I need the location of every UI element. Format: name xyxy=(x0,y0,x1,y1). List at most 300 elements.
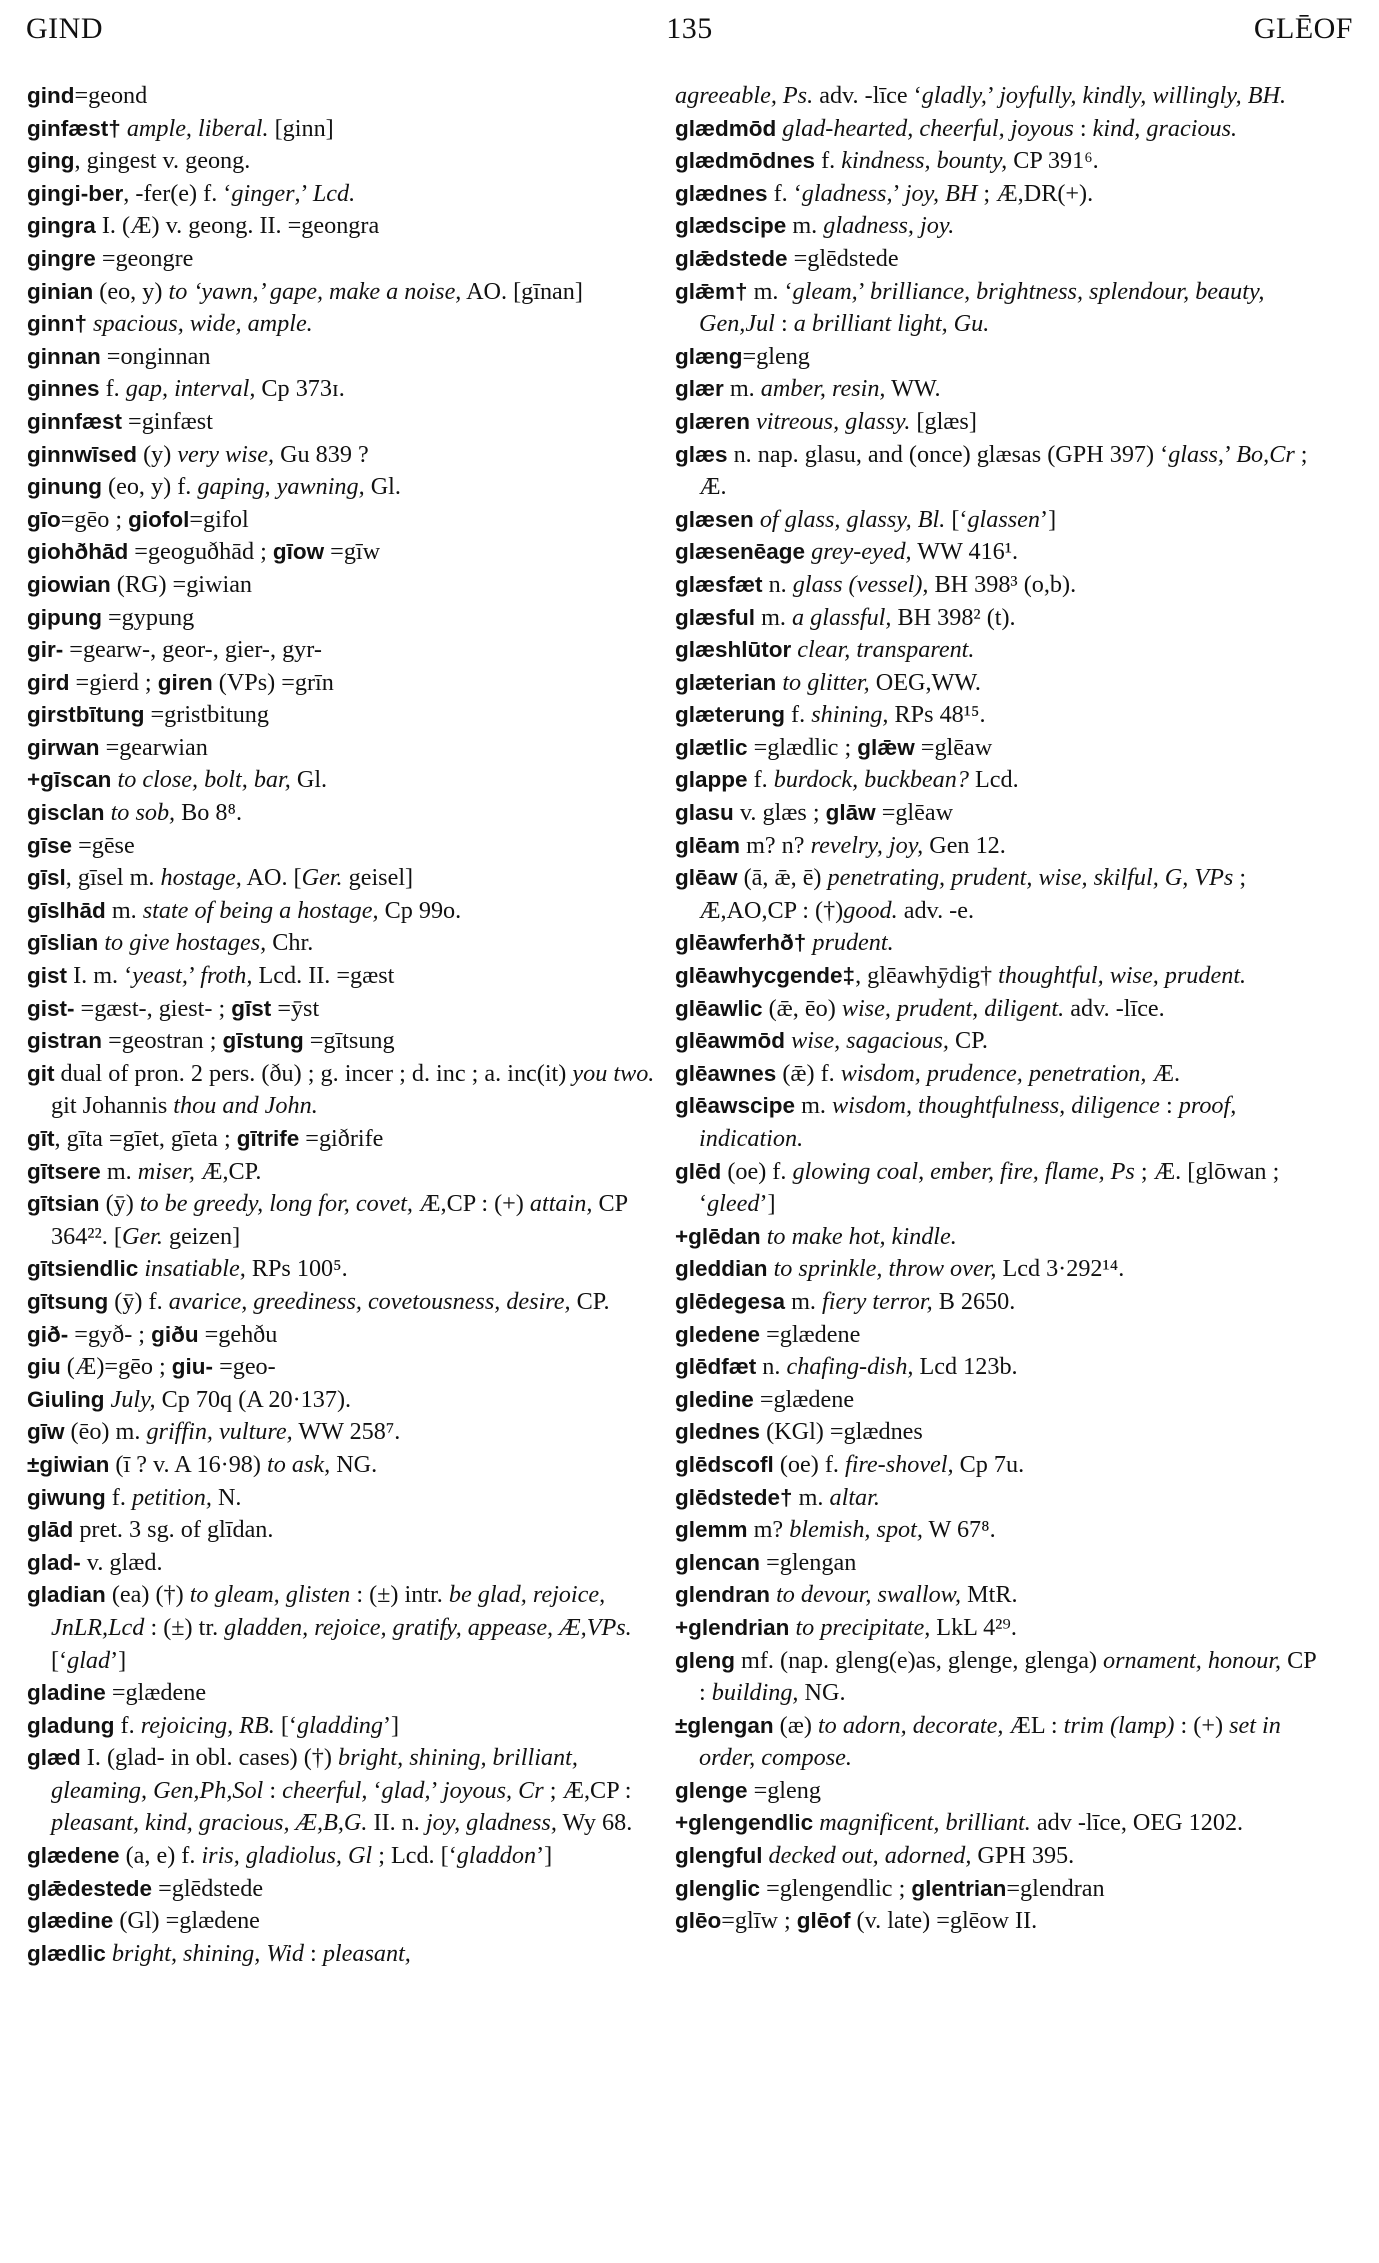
definition-text: very wise, xyxy=(177,440,275,468)
entry-text: (Gl) =glædene xyxy=(113,1907,260,1935)
headword: giwung xyxy=(27,1484,106,1510)
headword: gistran xyxy=(27,1028,103,1054)
headword: ginung xyxy=(27,474,102,500)
headword: glædine xyxy=(27,1908,114,1934)
headword: glengful xyxy=(675,1843,763,1869)
definition-text: Ger. xyxy=(301,864,343,892)
headword: glēdscofl xyxy=(675,1451,774,1477)
dictionary-entry xyxy=(27,1253,659,1286)
headword: +glendrian xyxy=(675,1614,790,1640)
entry-text: (ȳ) f. xyxy=(108,1287,169,1315)
entry-text: m. xyxy=(786,212,824,240)
entry-text: WW 416¹. xyxy=(911,538,1019,566)
definition-text: yeast, xyxy=(132,962,188,990)
dictionary-entry xyxy=(675,1416,1320,1449)
definition-text: good. xyxy=(843,896,898,924)
header-left-guideword: GIND xyxy=(26,12,103,45)
definition-text: hostage, xyxy=(160,864,242,892)
headword: glad- xyxy=(27,1549,81,1575)
entry-text: =glædene xyxy=(105,1679,207,1707)
entry-text: WW. xyxy=(885,375,941,403)
headword: giren xyxy=(157,669,213,695)
definition-text: glassen xyxy=(967,505,1041,533)
definition-text: avarice, greediness, covetousness, desire, xyxy=(168,1287,571,1315)
entry-text: =gearw-, geor-, gier-, gyr- xyxy=(63,636,322,664)
definition-text: of glass, glassy, Bl. xyxy=(753,505,946,533)
dictionary-entry xyxy=(675,145,1320,178)
definition-text: to ‘yawn,’ gape, make a noise, xyxy=(168,277,462,305)
entry-text: =gyð- ; xyxy=(68,1320,152,1348)
entry-text: dual of pron. 2 pers. (ðu) ; g. incer ; d. inc ; a. inc(it) xyxy=(54,1059,573,1087)
headword: ±glengan xyxy=(675,1712,774,1738)
definition-text: wise, sagacious, xyxy=(785,1027,949,1055)
entry-text: Wy 68. xyxy=(556,1809,633,1837)
headword: glæsful xyxy=(675,604,756,630)
entry-text: : xyxy=(1159,1092,1179,1120)
definition-text: gladness, xyxy=(801,179,893,207)
definition-text: gaping, yawning, xyxy=(197,473,365,501)
entry-text: Lcd. xyxy=(968,766,1019,794)
entry-text: m. xyxy=(100,1157,138,1185)
entry-text: MtR. xyxy=(961,1581,1018,1609)
headword: glæshlūtor xyxy=(675,637,792,663)
entry-text: =gearwian xyxy=(99,733,208,761)
definition-text: miser, xyxy=(137,1157,195,1185)
dictionary-entry xyxy=(27,536,659,569)
entry-text: git Johannis xyxy=(51,1092,174,1120)
definition-text: to gleam, glisten xyxy=(189,1581,351,1609)
entry-text: f. xyxy=(747,766,774,794)
dictionary-entry xyxy=(675,1286,1320,1319)
entry-text: v. glæs ; xyxy=(733,799,826,827)
dictionary-entry xyxy=(675,1645,1320,1710)
headword: glappe xyxy=(675,767,748,793)
entry-text: (KGl) =glædnes xyxy=(760,1418,923,1446)
definition-text: thoughtful, wise, prudent. xyxy=(998,962,1247,990)
entry-text: ’] xyxy=(536,1842,553,1870)
headword: glædmōd xyxy=(675,115,777,141)
dictionary-entry xyxy=(27,1742,659,1840)
headword: glēdegesa xyxy=(675,1288,786,1314)
dictionary-entry xyxy=(675,504,1320,537)
dictionary-entry xyxy=(675,1090,1320,1155)
entry-text: Gl. xyxy=(364,473,401,501)
dictionary-entry xyxy=(675,1873,1320,1906)
dictionary-entry xyxy=(675,406,1320,439)
definition-text: vitreous, glassy. xyxy=(750,407,911,435)
entry-text: n. nap. glasu, and (once) glæsas (GPH 397) ‘ xyxy=(727,440,1169,468)
definition-text: Ger. xyxy=(121,1222,163,1250)
headword: glenge xyxy=(675,1777,748,1803)
definition-text: penetrating, prudent, wise, skilful, G, VPs xyxy=(827,864,1234,892)
entry-text: Æ,CP : (+) xyxy=(412,1190,530,1218)
definition-text: Bo,Cr xyxy=(1236,440,1295,468)
entry-text: adv. -līce. xyxy=(1064,994,1165,1022)
entry-text: geisel] xyxy=(342,864,414,892)
entry-text: =geond xyxy=(74,82,148,109)
dictionary-entry xyxy=(675,1025,1320,1058)
dictionary-entry xyxy=(675,699,1320,732)
dictionary-entry xyxy=(27,1188,659,1253)
dictionary-entry xyxy=(27,276,659,309)
definition-text: magnificent, brilliant. xyxy=(813,1809,1031,1837)
dictionary-entry xyxy=(675,1612,1320,1645)
entry-text: f. xyxy=(114,1711,141,1739)
entry-text: ’] xyxy=(382,1711,400,1739)
headword: gist xyxy=(27,963,68,989)
definition-text: kind, gracious. xyxy=(1092,114,1238,142)
entry-text: W 67⁸. xyxy=(922,1516,996,1544)
entry-text: =geostran ; xyxy=(102,1027,223,1055)
entry-text: : (±) intr. xyxy=(350,1581,449,1609)
dictionary-entry xyxy=(675,80,1320,113)
entry-text: Cp 7u. xyxy=(953,1450,1025,1478)
entry-text: =gēse xyxy=(72,831,135,859)
headword: glædmōdnes xyxy=(675,148,816,174)
headword: glednes xyxy=(675,1419,761,1445)
entry-text: ,’ xyxy=(294,179,313,207)
definition-text: ornament, honour, xyxy=(1103,1646,1282,1674)
dictionary-entry xyxy=(675,1449,1320,1482)
definition-text: you two. xyxy=(572,1059,655,1087)
headword: glēd xyxy=(675,1158,722,1184)
definition-text: gladding xyxy=(296,1711,383,1739)
dictionary-entry xyxy=(675,602,1320,635)
entry-text: I. (glad- in obl. cases) (†) xyxy=(80,1744,338,1772)
entry-text: (Æ)=gēo ; xyxy=(60,1353,172,1381)
dictionary-entry xyxy=(27,504,659,537)
headword: giðu xyxy=(151,1321,199,1347)
entry-text: =gītsung xyxy=(303,1027,395,1055)
definition-text: glad xyxy=(67,1646,111,1674)
definition-text: to precipitate, xyxy=(789,1613,931,1641)
dictionary-entry xyxy=(27,210,659,243)
entry-text: =geongre xyxy=(95,244,194,272)
entry-text: (eo, y) f. xyxy=(101,473,198,501)
headword: ging xyxy=(27,148,75,174)
definition-text: decked out, adorned, xyxy=(762,1842,972,1870)
entry-text: [‘ xyxy=(945,505,968,533)
entry-text: I. (Æ) v. geong. II. =geongra xyxy=(95,212,380,240)
headword: giofol xyxy=(128,506,190,532)
dictionary-entry xyxy=(27,439,659,472)
entry-text: N. xyxy=(211,1483,242,1511)
entry-text: Chr. xyxy=(266,929,314,957)
entry-text: BH 398² (t). xyxy=(891,603,1016,631)
headword: gleng xyxy=(675,1647,735,1673)
entry-text: =gīw xyxy=(324,538,381,566)
entry-text: OEG,WW. xyxy=(869,668,981,696)
dictionary-entry xyxy=(675,1058,1320,1091)
entry-text: NG. xyxy=(330,1450,378,1478)
entry-text: m. xyxy=(105,896,143,924)
definition-text: bright, shining, Wid xyxy=(105,1939,304,1967)
dictionary-entry xyxy=(27,764,659,797)
headword: gir- xyxy=(27,637,64,663)
headword: glædnes xyxy=(675,180,768,206)
definition-text: a glassful, xyxy=(791,603,892,631)
definition-text: amber, resin, xyxy=(760,375,886,403)
headword: giu xyxy=(27,1354,61,1380)
headword: glentrian xyxy=(911,1875,1007,1901)
definition-text: wisdom, thoughtfulness, diligence xyxy=(832,1092,1160,1120)
definition-text: insatiable, xyxy=(138,1255,246,1283)
entry-text: m. xyxy=(795,1092,833,1120)
definition-text: bright, shining, brilliant, gleaming, Gen,Ph,Sol xyxy=(51,1744,578,1804)
entry-text: (y) xyxy=(137,440,178,468)
entry-text: ; Æ. xyxy=(699,440,1308,501)
definition-text: glass, xyxy=(1168,440,1224,468)
entry-text: =gleng xyxy=(742,342,810,370)
entry-text: ’ xyxy=(857,277,871,305)
headword: gīt xyxy=(27,1126,55,1151)
entry-text: v. glæd. xyxy=(80,1548,163,1576)
definition-text: be glad, rejoice, JnLR,Lcd xyxy=(51,1581,606,1641)
headword: glēawlic xyxy=(675,995,763,1021)
entry-text: ; Lcd. [‘ xyxy=(372,1842,457,1870)
entry-text: (ēo) m. xyxy=(64,1418,147,1446)
entry-text: AO. [gīnan] xyxy=(461,277,583,305)
definition-text: ample, liberal. xyxy=(120,114,269,142)
headword: gīstung xyxy=(222,1028,304,1054)
entry-text: =glēdstede xyxy=(787,244,899,272)
headword: gītsung xyxy=(27,1288,109,1314)
entry-text: ; Æ,AO,CP : (†) xyxy=(699,864,1247,924)
dictionary-entry xyxy=(675,764,1320,797)
entry-text: : (±) tr. xyxy=(144,1613,225,1641)
entry-text: : (+) xyxy=(1174,1711,1230,1739)
entry-text: RPs 100⁵. xyxy=(245,1255,348,1283)
headword: glætlic xyxy=(675,734,748,760)
headword: gītsian xyxy=(27,1191,100,1217)
definition-text: gleam, xyxy=(792,277,858,305)
entry-text: CP. xyxy=(948,1027,988,1055)
headword: gladian xyxy=(27,1582,106,1608)
dictionary-entry xyxy=(27,862,659,895)
entry-text: , gīta =gīet, gīeta ; xyxy=(54,1125,237,1152)
headword: giu- xyxy=(171,1354,214,1380)
definition-text: to glitter, xyxy=(776,668,870,696)
entry-text: Gl. xyxy=(290,766,328,794)
dictionary-entry xyxy=(675,243,1320,276)
dictionary-entry xyxy=(675,960,1320,993)
headword: glēo xyxy=(675,1908,722,1934)
entry-text: =giðrife xyxy=(299,1125,384,1152)
dictionary-entry xyxy=(27,341,659,374)
definition-text: blemish, spot, xyxy=(789,1516,923,1544)
entry-text: LkL 4²⁹. xyxy=(930,1613,1017,1641)
headword: +glēdan xyxy=(675,1223,761,1249)
definition-text: trim (lamp) xyxy=(1063,1711,1175,1739)
dictionary-entry xyxy=(675,1384,1320,1417)
dictionary-entry xyxy=(27,1351,659,1384)
definition-text: froth, xyxy=(200,962,253,990)
headword: gingra xyxy=(27,213,96,239)
dictionary-entry xyxy=(27,732,659,765)
entry-text: ; Æ,CP : xyxy=(543,1776,632,1804)
entry-text: AO. [ xyxy=(241,864,302,892)
entry-text: adv -līce, OEG 1202. xyxy=(1030,1809,1244,1837)
definition-text: state of being a hostage, xyxy=(142,896,379,924)
entry-text: Lcd 3·292¹⁴. xyxy=(996,1255,1125,1283)
entry-text: ’ xyxy=(430,1776,443,1804)
definition-text: Lcd. xyxy=(312,179,356,207)
dictionary-entry xyxy=(675,1482,1320,1515)
headword: +glengendlic xyxy=(675,1810,814,1836)
headword: glæng xyxy=(675,343,743,369)
headword: glēof xyxy=(796,1908,851,1934)
entry-text: Cp 99o. xyxy=(378,896,462,924)
headword: gītsere xyxy=(27,1158,101,1184)
entry-text: =gypung xyxy=(101,603,195,631)
entry-text: , glēawhȳdig† xyxy=(855,962,999,990)
headword: glēawhycgende‡ xyxy=(675,963,856,989)
entry-text: (eo, y) xyxy=(93,277,169,305)
entry-text: m. xyxy=(755,603,792,631)
entry-text: (v. late) =glēow II. xyxy=(850,1907,1038,1935)
dictionary-entry xyxy=(27,1710,659,1743)
entry-text: WW 258⁷. xyxy=(292,1418,401,1446)
entry-text: Æ. xyxy=(1146,1059,1181,1087)
definition-text: gladden, rejoice, gratify, appease, Æ,VPs. xyxy=(224,1613,632,1641)
dictionary-entry xyxy=(675,210,1320,243)
definition-text: rejoicing, RB. xyxy=(140,1711,275,1739)
headword: glēawmōd xyxy=(675,1028,786,1054)
definition-text: joy, BH xyxy=(904,179,978,207)
dictionary-entry xyxy=(675,993,1320,1026)
entry-text: (ǣ, ēo) xyxy=(762,994,842,1022)
headword: gledine xyxy=(675,1386,754,1412)
dictionary-entry xyxy=(675,1807,1320,1840)
dictionary-entry xyxy=(27,960,659,993)
dictionary-entry xyxy=(27,895,659,928)
definition-text: joyous, Cr xyxy=(442,1776,544,1804)
dictionary-entry xyxy=(27,1514,659,1547)
entry-text: ’] xyxy=(110,1646,127,1674)
dictionary-entry xyxy=(27,471,659,504)
dictionary-entry xyxy=(675,797,1320,830)
definition-text: gladness, joy. xyxy=(823,212,955,240)
entry-text: m. ‘ xyxy=(747,277,793,305)
headword: glæren xyxy=(675,408,751,434)
entry-text: n. xyxy=(762,570,793,598)
definition-text: shining, xyxy=(811,701,889,729)
dictionary-entry xyxy=(27,1123,659,1156)
dictionary-entry xyxy=(27,1840,659,1873)
entry-text: Cp 373ɪ. xyxy=(255,375,345,403)
headword: glasu xyxy=(675,800,734,826)
headword: ginnfæst xyxy=(27,408,122,434)
entry-text: [glæs] xyxy=(910,407,977,435)
entry-text: m. xyxy=(792,1483,830,1511)
dictionary-entry xyxy=(27,1449,659,1482)
headword: glāw xyxy=(825,800,876,826)
headword: girwan xyxy=(27,734,100,760)
entry-text: : xyxy=(304,1939,323,1967)
definition-text: kindness, bounty, xyxy=(841,147,1008,175)
headword: git xyxy=(27,1060,55,1086)
entry-text: ’] xyxy=(759,1190,776,1218)
entry-text: ’ xyxy=(892,179,905,207)
definition-text: to adorn, decorate, xyxy=(817,1711,1004,1739)
entry-text: =glēaw xyxy=(914,733,993,761)
headword: glædene xyxy=(27,1843,120,1869)
headword: giohðhād xyxy=(27,539,129,565)
headword: glēawscipe xyxy=(675,1093,796,1119)
entry-text: : xyxy=(263,1776,283,1804)
definition-text: thou and John. xyxy=(173,1092,318,1120)
dictionary-entry xyxy=(675,178,1320,211)
definition-text: to devour, swallow, xyxy=(770,1581,962,1609)
dictionary-entry xyxy=(27,80,659,113)
entry-text: =glengan xyxy=(760,1548,857,1576)
entry-text: =glædene xyxy=(760,1320,861,1348)
headword: gleddian xyxy=(675,1256,768,1282)
headword: glād xyxy=(27,1517,74,1543)
entry-text: adv. -e. xyxy=(897,896,975,924)
entry-text: , gingest v. geong. xyxy=(74,147,251,175)
headword: gipung xyxy=(27,604,102,630)
definition-text: to give hostages, xyxy=(98,929,267,957)
entry-text: f. ‘ xyxy=(767,179,802,207)
entry-text: =gehðu xyxy=(198,1320,278,1348)
headword: glæsenēage xyxy=(675,539,806,565)
entry-text: geizen] xyxy=(162,1222,241,1250)
headword: glēaw xyxy=(675,865,738,891)
headword: glēdstede† xyxy=(675,1484,793,1510)
definition-text: prudent. xyxy=(806,929,894,957)
entry-text: =glengendlic ; xyxy=(760,1874,912,1902)
dictionary-entry xyxy=(27,830,659,863)
dictionary-entry xyxy=(675,830,1320,863)
headword: glǣdestede xyxy=(27,1875,153,1901)
definition-text: building, xyxy=(711,1679,799,1707)
entry-text: CP 364²². [ xyxy=(51,1190,628,1250)
entry-text: I. m. ‘ xyxy=(67,962,133,990)
entry-text: [‘ xyxy=(274,1711,297,1739)
headword: glæterung xyxy=(675,702,785,728)
definition-text: glad-hearted, cheerful, joyous xyxy=(776,114,1074,142)
headword: glær xyxy=(675,376,724,402)
definition-text: petition, xyxy=(131,1483,212,1511)
dictionary-entry xyxy=(675,1840,1320,1873)
definition-text: attain, xyxy=(529,1190,593,1218)
definition-text: glad, xyxy=(381,1776,431,1804)
dictionary-entry xyxy=(675,276,1320,341)
entry-text: Lcd 123b. xyxy=(913,1353,1018,1381)
entry-text: , gīsel m. xyxy=(65,864,161,892)
dictionary-entry xyxy=(27,113,659,146)
definition-text: brilliance, brightness, splendour, beauty, Gen,Jul xyxy=(699,277,1265,338)
entry-text: adv. -līce ‘ xyxy=(813,82,922,109)
definition-text: fire-shovel, xyxy=(844,1450,954,1478)
headword: Giuling xyxy=(27,1386,105,1412)
definition-text: a brilliant light, Gu. xyxy=(793,310,990,338)
headword: glencan xyxy=(675,1549,761,1575)
entry-text: : xyxy=(774,310,794,338)
entry-text: CP. xyxy=(570,1287,610,1315)
entry-text: (ǣ) f. xyxy=(776,1059,841,1087)
dictionary-entry xyxy=(27,406,659,439)
dictionary-entry xyxy=(675,927,1320,960)
definition-text: to make hot, kindle. xyxy=(760,1222,957,1250)
entry-text: =gēo ; xyxy=(60,505,129,533)
entry-text: =gierd ; xyxy=(69,668,158,696)
definition-text: fiery terror, xyxy=(822,1287,933,1315)
entry-text: (oe) f. xyxy=(721,1157,793,1185)
headword: ±giwian xyxy=(27,1451,110,1477)
headword: gītrife xyxy=(236,1126,300,1151)
